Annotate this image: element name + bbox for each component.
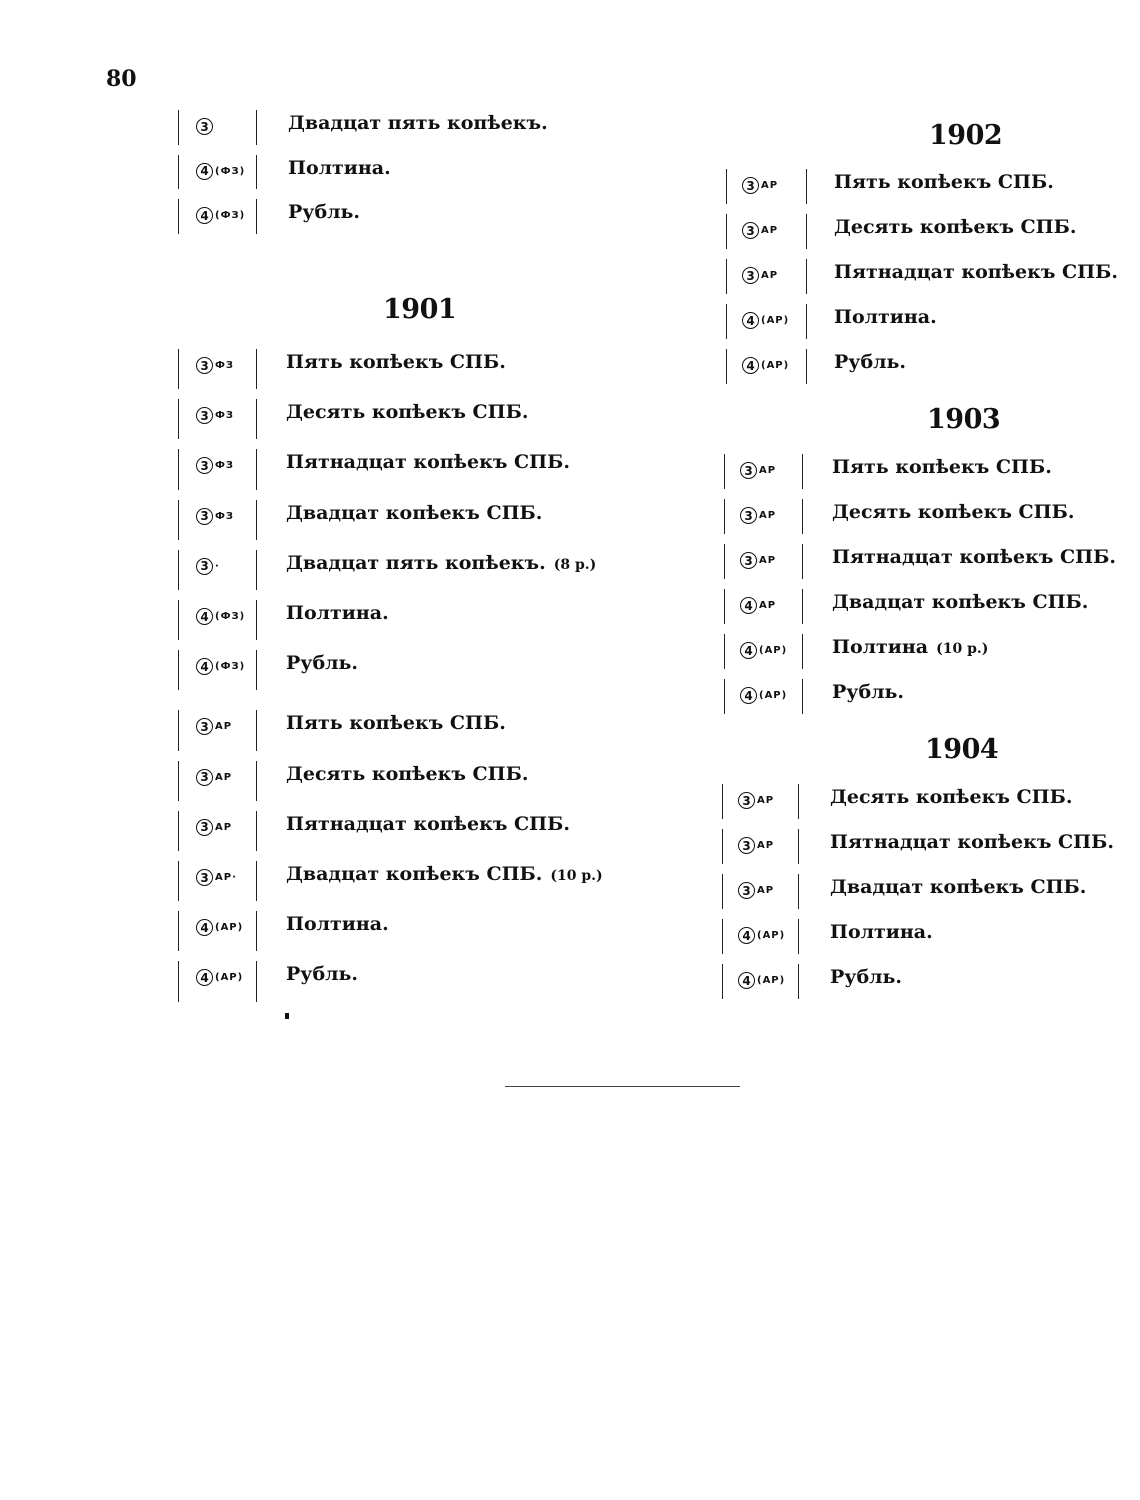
row-inner-rule	[256, 550, 257, 590]
denomination-circle: 4	[196, 969, 213, 986]
coin-description	[830, 921, 933, 943]
mint-mark	[196, 118, 215, 135]
coin-name: Десять копѣекъ СПБ.	[830, 786, 1073, 808]
denomination-circle: 4	[740, 642, 757, 659]
row-inner-rule	[802, 679, 803, 714]
row-left-rule	[178, 961, 179, 1001]
denomination-circle: 3	[742, 222, 759, 239]
mintmaster-initials: (АР)	[759, 645, 788, 656]
denomination-circle: 4	[196, 919, 213, 936]
mint-mark	[742, 312, 789, 329]
coin-name: Двадцат копѣекъ СПБ.	[832, 591, 1089, 613]
end-rule	[505, 1086, 740, 1087]
denomination-circle: 3	[196, 869, 213, 886]
coin-description	[834, 216, 1076, 238]
denomination-circle: 3	[740, 552, 757, 569]
mintmaster-initials: (ФЗ)	[215, 611, 246, 622]
coin-name: Рубль.	[286, 963, 359, 986]
rarity-note: (8 р.)	[553, 556, 597, 573]
mintmaster-initials: (АР)	[757, 930, 786, 941]
page-number: 80	[106, 66, 137, 92]
coin-description	[288, 157, 391, 179]
row-inner-rule	[798, 964, 799, 999]
mint-mark	[738, 882, 774, 899]
denomination-circle: 4	[196, 608, 213, 625]
mintmaster-initials: (ФЗ)	[215, 661, 246, 673]
denomination-circle: 3	[196, 457, 213, 474]
mintmaster-initials: (АР)	[215, 972, 244, 984]
mint-mark	[738, 837, 774, 854]
row-left-rule	[178, 811, 179, 851]
row-left-rule	[178, 155, 179, 190]
coin-description	[286, 602, 389, 624]
mint-mark	[196, 357, 234, 374]
mintmaster-initials: АР	[759, 555, 777, 566]
mint-mark	[740, 552, 776, 569]
mint-mark	[738, 972, 785, 989]
row-inner-rule	[256, 500, 257, 540]
coin-name: Рубль.	[834, 351, 907, 373]
coin-name: Пятнадцат копѣекъ СПБ.	[830, 831, 1114, 853]
row-inner-rule	[256, 911, 257, 951]
denomination-circle: 3	[196, 769, 213, 786]
mint-mark	[742, 222, 778, 239]
row-left-rule	[726, 259, 727, 294]
coin-description	[834, 171, 1054, 193]
mint-mark	[740, 642, 787, 659]
denomination-circle: 3	[196, 508, 213, 525]
mintmaster-initials: (АР)	[215, 922, 244, 934]
row-inner-rule	[256, 710, 257, 750]
denomination-circle: 3	[742, 177, 759, 194]
row-inner-rule	[806, 304, 807, 339]
mint-mark	[196, 558, 220, 575]
coin-name: Двадцат пять копѣекъ.	[286, 551, 546, 574]
row-inner-rule	[802, 454, 803, 489]
coin-name: Десять копѣекъ СПБ.	[832, 501, 1075, 523]
denomination-circle: 3	[740, 462, 757, 479]
coin-name: Полтина.	[286, 602, 389, 624]
coin-description	[286, 552, 596, 574]
row-left-rule	[722, 784, 723, 819]
denomination-circle: 4	[196, 658, 213, 675]
mint-mark	[196, 508, 234, 525]
coin-name: Рубль.	[830, 966, 903, 988]
row-left-rule	[726, 214, 727, 249]
coin-description	[830, 786, 1072, 808]
coin-description	[286, 913, 389, 935]
mint-mark	[738, 927, 785, 944]
coin-description	[832, 681, 904, 703]
coin-description	[832, 456, 1052, 478]
row-left-rule	[726, 304, 727, 339]
mint-mark	[742, 267, 778, 284]
coin-description	[834, 261, 1118, 283]
coin-description	[286, 813, 570, 835]
year-heading-1904: 1904	[925, 734, 999, 765]
row-inner-rule	[798, 784, 799, 819]
coin-name: Полтина	[832, 636, 929, 658]
coin-name: Пятнадцат копѣекъ СПБ.	[286, 812, 570, 835]
coin-description	[286, 351, 506, 373]
denomination-circle: 4	[740, 597, 757, 614]
mintmaster-initials: АР	[757, 885, 775, 896]
coin-name: Полтина.	[286, 913, 389, 936]
denomination-circle: 3	[196, 718, 213, 735]
coin-description	[834, 351, 906, 373]
coin-description	[288, 201, 360, 223]
row-left-rule	[724, 454, 725, 489]
coin-name: Полтина.	[834, 306, 937, 328]
row-inner-rule	[256, 861, 257, 901]
coin-description	[830, 876, 1086, 898]
mint-mark	[196, 919, 243, 936]
denomination-circle: 4	[740, 687, 757, 704]
row-left-rule	[178, 550, 179, 590]
coin-description	[286, 763, 528, 785]
row-inner-rule	[806, 214, 807, 249]
row-left-rule	[178, 110, 179, 145]
coin-description	[286, 451, 570, 473]
row-inner-rule	[802, 544, 803, 579]
coin-name: Двадцат пять копѣекъ.	[288, 112, 548, 134]
coin-description	[830, 831, 1114, 853]
row-inner-rule	[256, 961, 257, 1001]
row-left-rule	[178, 761, 179, 801]
mintmaster-initials: АР	[215, 821, 233, 833]
row-left-rule	[178, 399, 179, 439]
coin-description	[832, 591, 1088, 613]
mintmaster-initials: (АР)	[761, 315, 790, 326]
denomination-circle: 4	[738, 927, 755, 944]
denomination-circle: 3	[738, 882, 755, 899]
row-inner-rule	[802, 634, 803, 669]
row-left-rule	[178, 861, 179, 901]
row-left-rule	[178, 650, 179, 690]
mintmaster-initials: (АР)	[757, 975, 786, 986]
row-inner-rule	[256, 155, 257, 190]
mintmaster-initials: АР	[759, 600, 777, 611]
mintmaster-initials: ФЗ	[215, 460, 235, 472]
row-inner-rule	[806, 169, 807, 204]
denomination-circle: 3	[196, 357, 213, 374]
mint-mark	[196, 658, 245, 675]
denomination-circle: 3	[740, 507, 757, 524]
row-left-rule	[178, 199, 179, 234]
coin-description	[286, 652, 358, 674]
row-inner-rule	[256, 110, 257, 145]
mintmaster-initials: АР	[761, 270, 779, 281]
mint-mark	[196, 163, 245, 180]
mintmaster-initials: АР·	[215, 872, 237, 883]
coin-name: Двадцат копѣекъ СПБ.	[830, 876, 1087, 898]
coin-name: Пять копѣекъ СПБ.	[286, 351, 506, 373]
coin-name: Пятнадцат копѣекъ СПБ.	[832, 546, 1116, 568]
row-inner-rule	[256, 199, 257, 234]
coin-description	[286, 863, 603, 885]
coin-description	[830, 966, 902, 988]
denomination-circle: 4	[196, 207, 213, 224]
mintmaster-initials: АР	[761, 180, 779, 191]
denomination-circle: 4	[742, 312, 759, 329]
year-heading-1901: 1901	[383, 294, 457, 325]
rarity-note: (10 р.)	[936, 641, 989, 657]
row-inner-rule	[256, 349, 257, 389]
row-inner-rule	[256, 650, 257, 690]
year-heading-1903: 1903	[927, 404, 1001, 435]
mint-mark	[740, 462, 776, 479]
mint-mark	[196, 207, 245, 224]
row-inner-rule	[798, 829, 799, 864]
coin-description	[832, 636, 988, 658]
mintmaster-initials: (ФЗ)	[215, 210, 246, 221]
mint-mark	[196, 457, 234, 474]
coin-name: Рубль.	[832, 681, 905, 703]
row-left-rule	[722, 874, 723, 909]
row-inner-rule	[802, 589, 803, 624]
coin-name: Двадцат копѣекъ СПБ.	[286, 863, 543, 885]
row-inner-rule	[798, 919, 799, 954]
mintmaster-initials: АР	[215, 721, 233, 733]
row-inner-rule	[256, 600, 257, 640]
coin-description	[834, 306, 937, 328]
mint-mark	[740, 597, 776, 614]
row-inner-rule	[256, 811, 257, 851]
row-left-rule	[722, 964, 723, 999]
row-left-rule	[722, 919, 723, 954]
coin-description	[832, 501, 1074, 523]
mintmaster-initials: ФЗ	[215, 360, 235, 371]
coin-name: Рубль.	[286, 652, 359, 675]
coin-name: Полтина.	[288, 156, 391, 179]
mint-mark	[738, 792, 774, 809]
row-left-rule	[178, 710, 179, 750]
row-inner-rule	[806, 349, 807, 384]
row-left-rule	[178, 500, 179, 540]
row-left-rule	[724, 589, 725, 624]
mint-mark	[196, 769, 232, 786]
denomination-circle: 3	[196, 819, 213, 836]
row-inner-rule	[798, 874, 799, 909]
denomination-circle: 3	[738, 792, 755, 809]
coin-description	[286, 712, 506, 734]
year-heading-1902: 1902	[929, 120, 1003, 151]
coin-name: Пять копѣекъ СПБ.	[834, 171, 1054, 193]
mintmaster-initials: АР	[761, 225, 779, 236]
denomination-circle: 3	[196, 558, 213, 575]
row-left-rule	[724, 499, 725, 534]
coin-name: Десять копѣекъ СПБ.	[286, 762, 529, 785]
denomination-circle: 4	[196, 163, 213, 180]
row-left-rule	[722, 829, 723, 864]
row-left-rule	[178, 349, 179, 389]
row-inner-rule	[802, 499, 803, 534]
row-left-rule	[178, 449, 179, 489]
coin-name: Рубль.	[288, 201, 361, 223]
mintmaster-initials: (ФЗ)	[215, 165, 246, 177]
coin-name: Двадцат копѣекъ СПБ.	[286, 501, 543, 524]
coin-name: Пять копѣекъ СПБ.	[286, 712, 506, 735]
row-left-rule	[724, 679, 725, 714]
mintmaster-initials: ФЗ	[215, 410, 235, 422]
row-inner-rule	[256, 761, 257, 801]
coin-description	[832, 546, 1116, 568]
mintmaster-initials: (АР)	[761, 360, 790, 371]
coin-description	[286, 401, 528, 423]
row-left-rule	[726, 169, 727, 204]
row-left-rule	[724, 544, 725, 579]
mint-mark	[196, 718, 232, 735]
mint-mark	[196, 869, 237, 886]
denomination-circle: 3	[196, 118, 213, 135]
mintmaster-initials: ·	[215, 560, 220, 572]
coin-name: Пять копѣекъ СПБ.	[832, 456, 1052, 478]
coin-name: Полтина.	[830, 921, 933, 943]
mint-mark	[742, 357, 789, 374]
coin-name: Десять копѣекъ СПБ.	[834, 216, 1077, 238]
mintmaster-initials: ФЗ	[215, 510, 235, 522]
mintmaster-initials: АР	[215, 771, 233, 783]
mint-mark	[196, 407, 234, 424]
mint-mark	[196, 608, 245, 625]
coin-name: Пятнадцат копѣекъ СПБ.	[286, 451, 570, 474]
mint-mark	[196, 819, 232, 836]
mintmaster-initials: АР	[759, 510, 777, 521]
coin-description	[286, 502, 542, 524]
denomination-circle: 3	[196, 407, 213, 424]
row-left-rule	[724, 634, 725, 669]
mintmaster-initials: АР	[757, 840, 775, 851]
rarity-note: (10 р.)	[550, 868, 603, 884]
mint-mark	[740, 507, 776, 524]
coin-name: Пятнадцат копѣекъ СПБ.	[834, 261, 1118, 283]
row-inner-rule	[256, 449, 257, 489]
row-left-rule	[726, 349, 727, 384]
row-left-rule	[178, 600, 179, 640]
denomination-circle: 4	[738, 972, 755, 989]
mintmaster-initials: (АР)	[759, 690, 788, 701]
stray-mark	[285, 1013, 289, 1019]
row-inner-rule	[256, 399, 257, 439]
row-inner-rule	[806, 259, 807, 294]
mint-mark	[740, 687, 787, 704]
coin-description	[286, 963, 358, 985]
mint-mark	[742, 177, 778, 194]
mintmaster-initials: АР	[759, 465, 777, 476]
row-left-rule	[178, 911, 179, 951]
denomination-circle: 4	[742, 357, 759, 374]
denomination-circle: 3	[738, 837, 755, 854]
mintmaster-initials: АР	[757, 795, 775, 806]
mint-mark	[196, 969, 243, 986]
coin-description	[288, 112, 548, 134]
coin-name: Десять копѣекъ СПБ.	[286, 401, 529, 424]
denomination-circle: 3	[742, 267, 759, 284]
